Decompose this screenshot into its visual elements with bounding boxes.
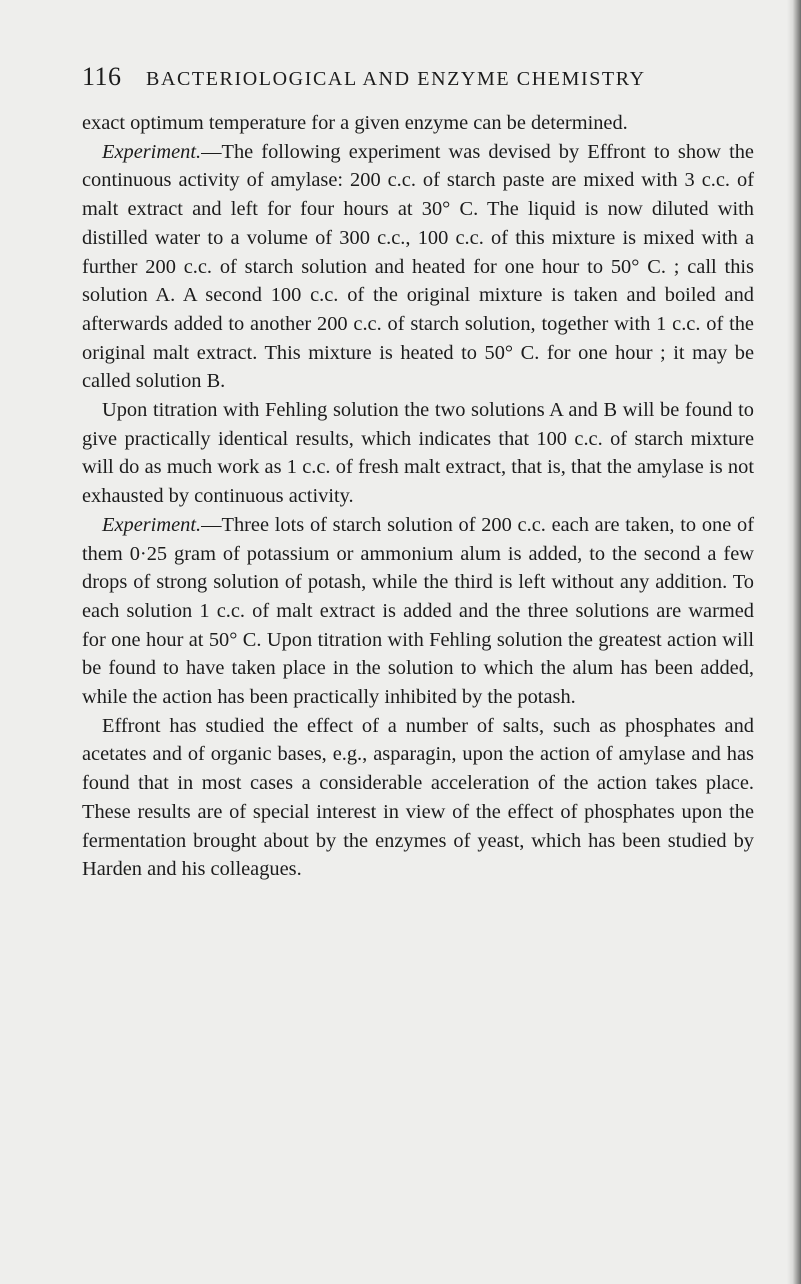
paragraph-lead: Experiment.	[102, 140, 202, 163]
paragraph-text: —The following experiment was devised by Effront to show the continuous activity of amylase: 200 c.c. of starch paste are mixed with 3 c.c. of malt extract and left for four hours at 30° C. The liquid is now diluted with distilled water to a volume of 300 c.c., 100 c.c. of this mixture is mixed with a further 200 c.c. of starch solution and heated for one hour to 50° C. ; call this solution A. A second 100 c.c. of the original mixture is taken and boiled and afterwards added to another 200 c.c. of starch solution, together with 1 c.c. of the original malt extract. This mixture is heated to 50° C. for one hour ; it may be called solution B.	[82, 140, 754, 393]
paragraph-lead: Experiment.	[102, 513, 202, 536]
paragraph-text: exact optimum temperature for a given enzyme can be determined.	[82, 112, 628, 134]
paragraph-salts-effect	[82, 712, 754, 884]
paragraph-experiment-2	[82, 511, 754, 712]
paragraph-continuation	[82, 109, 754, 138]
paragraph-experiment-1	[82, 138, 754, 396]
running-title: BACTERIOLOGICAL AND ENZYME CHEMISTRY	[146, 68, 646, 90]
body-text	[82, 109, 754, 884]
paragraph-text: Effront has studied the effect of a number of salts, such as phosphates and acetates and of organic bases, e.g., asparagin, upon the action of amylase and has found that in most cases a considerable acceleration of the action takes place. These results are of special interest in view of the effect of phosphates upon the fermentation brought about by the enzymes of yeast, which has been studied by Harden and his colleagues.	[82, 714, 754, 881]
page-header	[82, 62, 762, 98]
paragraph-text: —Three lots of starch solution of 200 c.c. each are taken, to one of them 0·25 gram of potassium or ammonium alum is added, to the second a few drops of strong solution of potash, while the third is left without any addition. To each solution 1 c.c. of malt extract is added and the three solutions are warmed for one hour at 50° C. Upon titration with Fehling solution the greatest action will be found to have taken place in the solution to which the alum has been added, while the action has been practically inhibited by the potash.	[82, 513, 754, 709]
paragraph-titration-result	[82, 396, 754, 511]
page-edge-shadow	[787, 0, 801, 1284]
page-number: 116	[82, 62, 122, 91]
paragraph-text: Upon titration with Fehling solution the two solutions A and B will be found to give practically identical results, which indicates that 100 c.c. of starch mixture will do as much work as 1 c.c. of fresh malt extract, that is, that the amylase is not exhausted by continuous activity.	[82, 399, 754, 508]
